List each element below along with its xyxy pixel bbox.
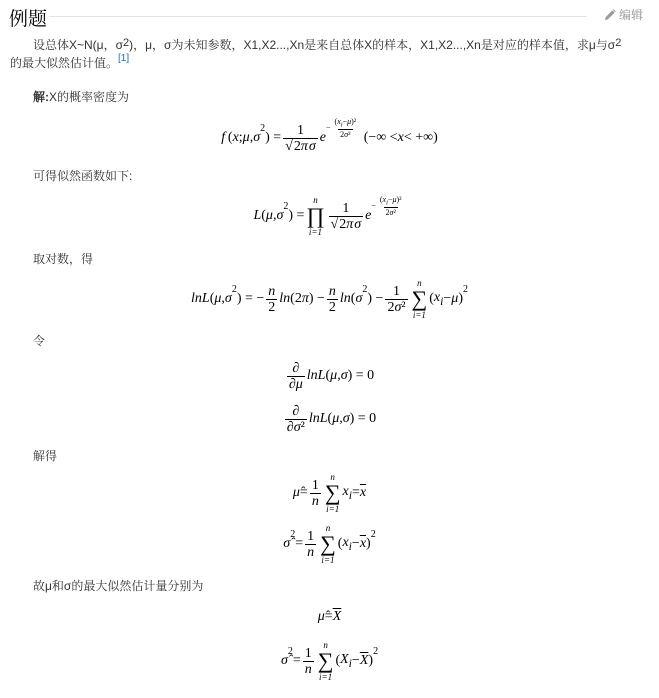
problem-line-2	[10, 55, 645, 73]
equation-mu-hat: μ̂ = 1 n n ∑ i=1 $x_i$ = $\overline{x}$	[292, 472, 367, 514]
problem-text-c: 的最大似然估计值。	[10, 56, 119, 70]
solution-intro-text: X的概率密度为	[49, 90, 130, 104]
problem-sup-b: 2	[615, 37, 622, 49]
problem-sup-a: 2	[123, 37, 130, 49]
equation-likelihood: L ( μ , σ 2 ) = n ∏ i=1 1 √2πσ e − $\frac{(x_i-\mu)^2}{\text{2σ²}}$	[253, 194, 402, 237]
edit-label: 编辑	[618, 8, 643, 22]
edit-button[interactable]	[604, 6, 643, 23]
reference-link[interactable]: [1]	[118, 53, 130, 64]
problem-line-1	[33, 37, 648, 54]
conclusion: 故μ和σ的最大似然估计量分别为	[33, 579, 204, 593]
problem-text-b: )，μ，σ为未知参数，X1,X2...,Xn是来自总体X的样本，X1,X2...,Xn是对应的样本值，求μ与σ	[129, 38, 616, 52]
step-solve: 解得	[33, 449, 58, 463]
section-title: 例题	[9, 8, 48, 30]
step-let: 令	[33, 334, 46, 348]
equation-mu-hat-estimator: μ̂ = $\overline{X}$	[317, 609, 342, 624]
equation-pdf: f ( x ; μ , σ 2 ) = 1 √2πσ e − $\frac{(x_i-\mu)^2}{\text{2σ²}}$ (−∞ < x < +∞)	[221, 116, 438, 154]
step-likelihood: 可得似然函数如下:	[33, 169, 133, 183]
equation-sigma-hat-estimator: σ̂ 2 = 1 n n ∑ i=1 ( $X_i$ − $\overline{X}$ ) 2	[280, 640, 379, 682]
problem-text-a: 设总体X~N(μ，σ	[33, 38, 123, 52]
solution-label: 解:	[33, 90, 49, 104]
pencil-icon	[604, 9, 616, 21]
section-header	[9, 2, 647, 30]
equation-deriv-mu: ∂ ∂μ lnL ( μ , σ ) = 0	[288, 360, 375, 392]
solution-intro	[33, 89, 659, 105]
equation-deriv-sigma: ∂ ∂σ² lnL ( μ , σ ) = 0	[286, 403, 377, 435]
header-divider	[49, 16, 587, 17]
equation-sigma-hat: σ̂ 2 = 1 n n ∑ i=1 ( $x_i$ − $\overline{x}$ ) 2	[283, 523, 376, 565]
equation-loglik: lnL ( μ , σ 2 ) = − n 2 ln (2 π ) − n 2 ln ( σ 2 ) − 1 2σ² n ∑ i=1 ( $x_i$ − μ ) 2	[191, 278, 468, 320]
step-log: 取对数，得	[33, 252, 94, 266]
